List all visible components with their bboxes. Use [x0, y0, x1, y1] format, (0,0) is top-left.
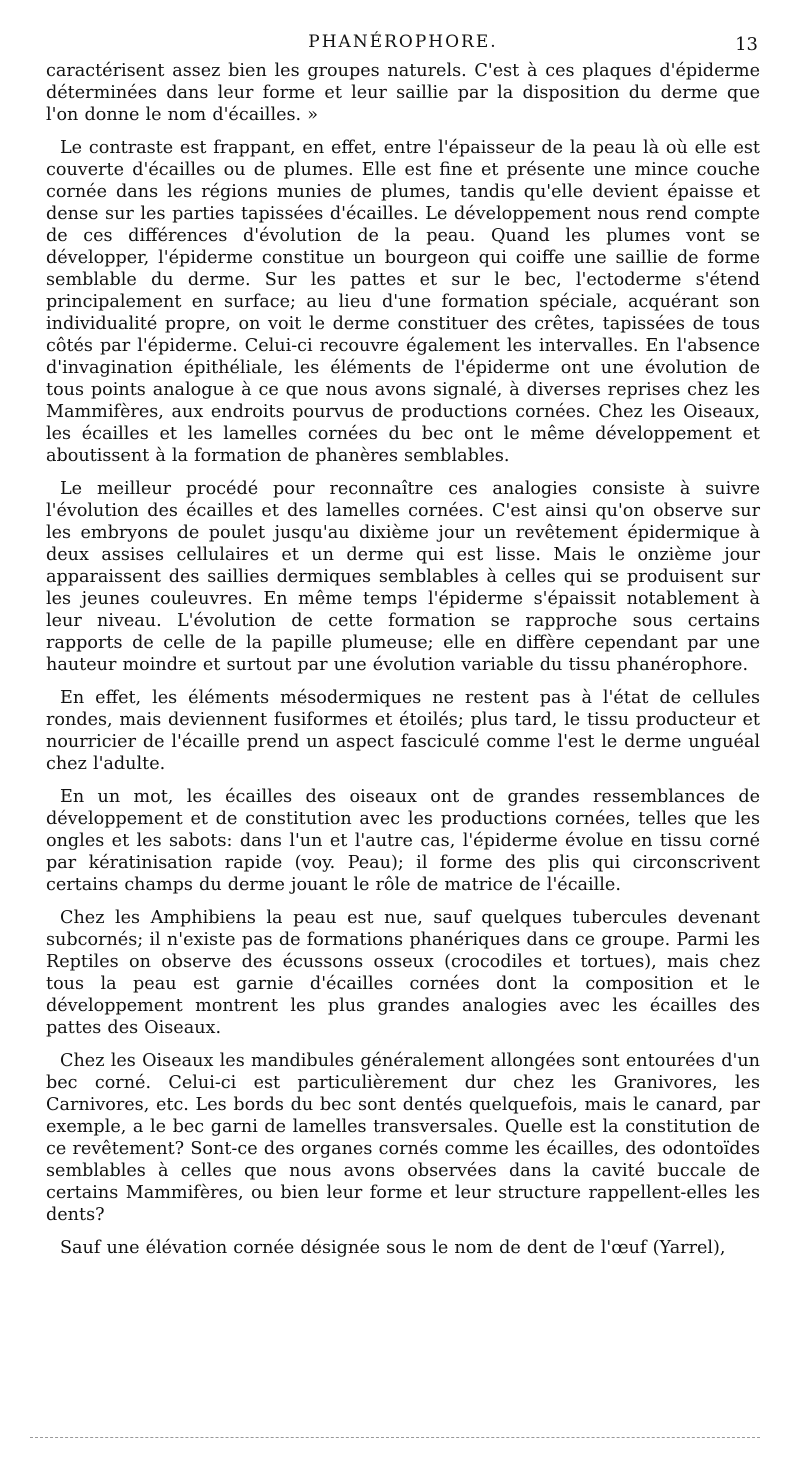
body-text — [46, 60, 760, 1259]
paragraph-4: En effet, les éléments mésodermiques ne restent pas à l'état de cellules rondes, mais deviennent fusiformes et étoilés; plus tard, le tissu producteur et nourricier de l'écaille prend un aspect fasciculé comme l'est le derme unguéal chez l'adulte. — [46, 688, 760, 774]
paragraph-6: Chez les Amphibiens la peau est nue, sauf quelques tubercules devenant subcornés; il n'existe pas de formations phanériques dans ce groupe. Parmi les Reptiles on observe des écussons osseux (crocodiles et tortues), mais chez tous la peau est garnie d'écailles cornées dont la composition et le développement montrent les plus grandes analogies avec les écailles des pattes des Oiseaux. — [46, 908, 760, 1038]
footer-rule — [30, 1437, 760, 1438]
paragraph-3: Le meilleur procédé pour reconnaître ces analogies consiste à suivre l'évolution des écailles et des lamelles cornées. C'est ainsi qu'on observe sur les embryons de poulet jusqu'au dixième jour un revêtement épidermique à deux assises cellulaires et un derme qui est lisse. Mais le onzième jour apparaissent des saillies dermiques semblables à celles qui se produisent sur les jeunes couleuvres. En même temps l'épiderme s'épaissit notablement à leur niveau. L'évolution de cette formation se rapproche sous certains rapports de celle de la papille plumeuse; elle en diffère cependant par une hauteur moindre et surtout par une évolution variable du tissu phanérophore. — [46, 479, 760, 675]
paragraph-8: Sauf une élévation cornée désignée sous le nom de dent de l'œuf (Yarrel), — [60, 1238, 726, 1258]
page-number: 13 — [735, 34, 758, 55]
paragraph-1: caractérisent assez bien les groupes naturels. C'est à ces plaques d'épiderme déterminées dans leur forme et leur saillie par la disposition du derme que l'on donne le nom d'écailles. » — [46, 61, 760, 125]
paragraph-7: Chez les Oiseaux les mandibules généralement allongées sont entourées d'un bec corné. Celui-ci est particulièrement dur chez les Granivores, les Carnivores, etc. Les bords du bec sont dentés quelquefois, mais le canard, par exemple, a le bec garni de lamelles transversales. Quelle est la constitution de ce revêtement? Sont-ce des organes cornés comme les écailles, des odontoïdes semblables à celles que nous avons observées dans la cavité buccale de certains Mammifères, ou bien leur forme et leur structure rappellent-elles les dents? — [46, 1051, 760, 1225]
paragraph-2: Le contraste est frappant, en effet, entre l'épaisseur de la peau là où elle est couverte d'écailles ou de plumes. Elle est fine et présente une mince couche cornée dans les régions munies de plumes, tandis qu'elle devient épaisse et dense sur les parties tapissées d'écailles. Le développement nous rend compte de ces différences d'évolution de la peau. Quand les plumes vont se développer, l'épiderme constitue un bourgeon qui coiffe une saillie de forme semblable du derme. Sur les pattes et sur le bec, l'ectoderme s'étend principalement en surface; au lieu d'une formation spéciale, acquérant son individualité propre, on voit le derme constituer des crêtes, tapissées de tous côtés par l'épiderme. Celui-ci recouvre également les intervalles. En l'absence d'invagination épithéliale, les éléments de l'épiderme ont une évolution de tous points analogue à ce que nous avons signalé, à diverses reprises chez les Mammifères, aux endroits pourvus de productions cornées. Chez les Oiseaux, les écailles et les lamelles cornées du bec ont le même développement et aboutissent à la formation de phanères semblables. — [46, 138, 760, 466]
paragraph-5: En un mot, les écailles des oiseaux ont de grandes ressemblances de développement et de constitution avec les productions cornées, telles que les ongles et les sabots: dans l'un et l'autre cas, l'épiderme évolue en tissu corné par kératinisation rapide (voy. Peau); il forme des plis qui circonscrivent certains champs du derme jouant le rôle de matrice de l'écaille. — [46, 787, 760, 895]
running-head: PHANÉROPHORE. — [308, 32, 498, 52]
page-header — [46, 30, 760, 60]
